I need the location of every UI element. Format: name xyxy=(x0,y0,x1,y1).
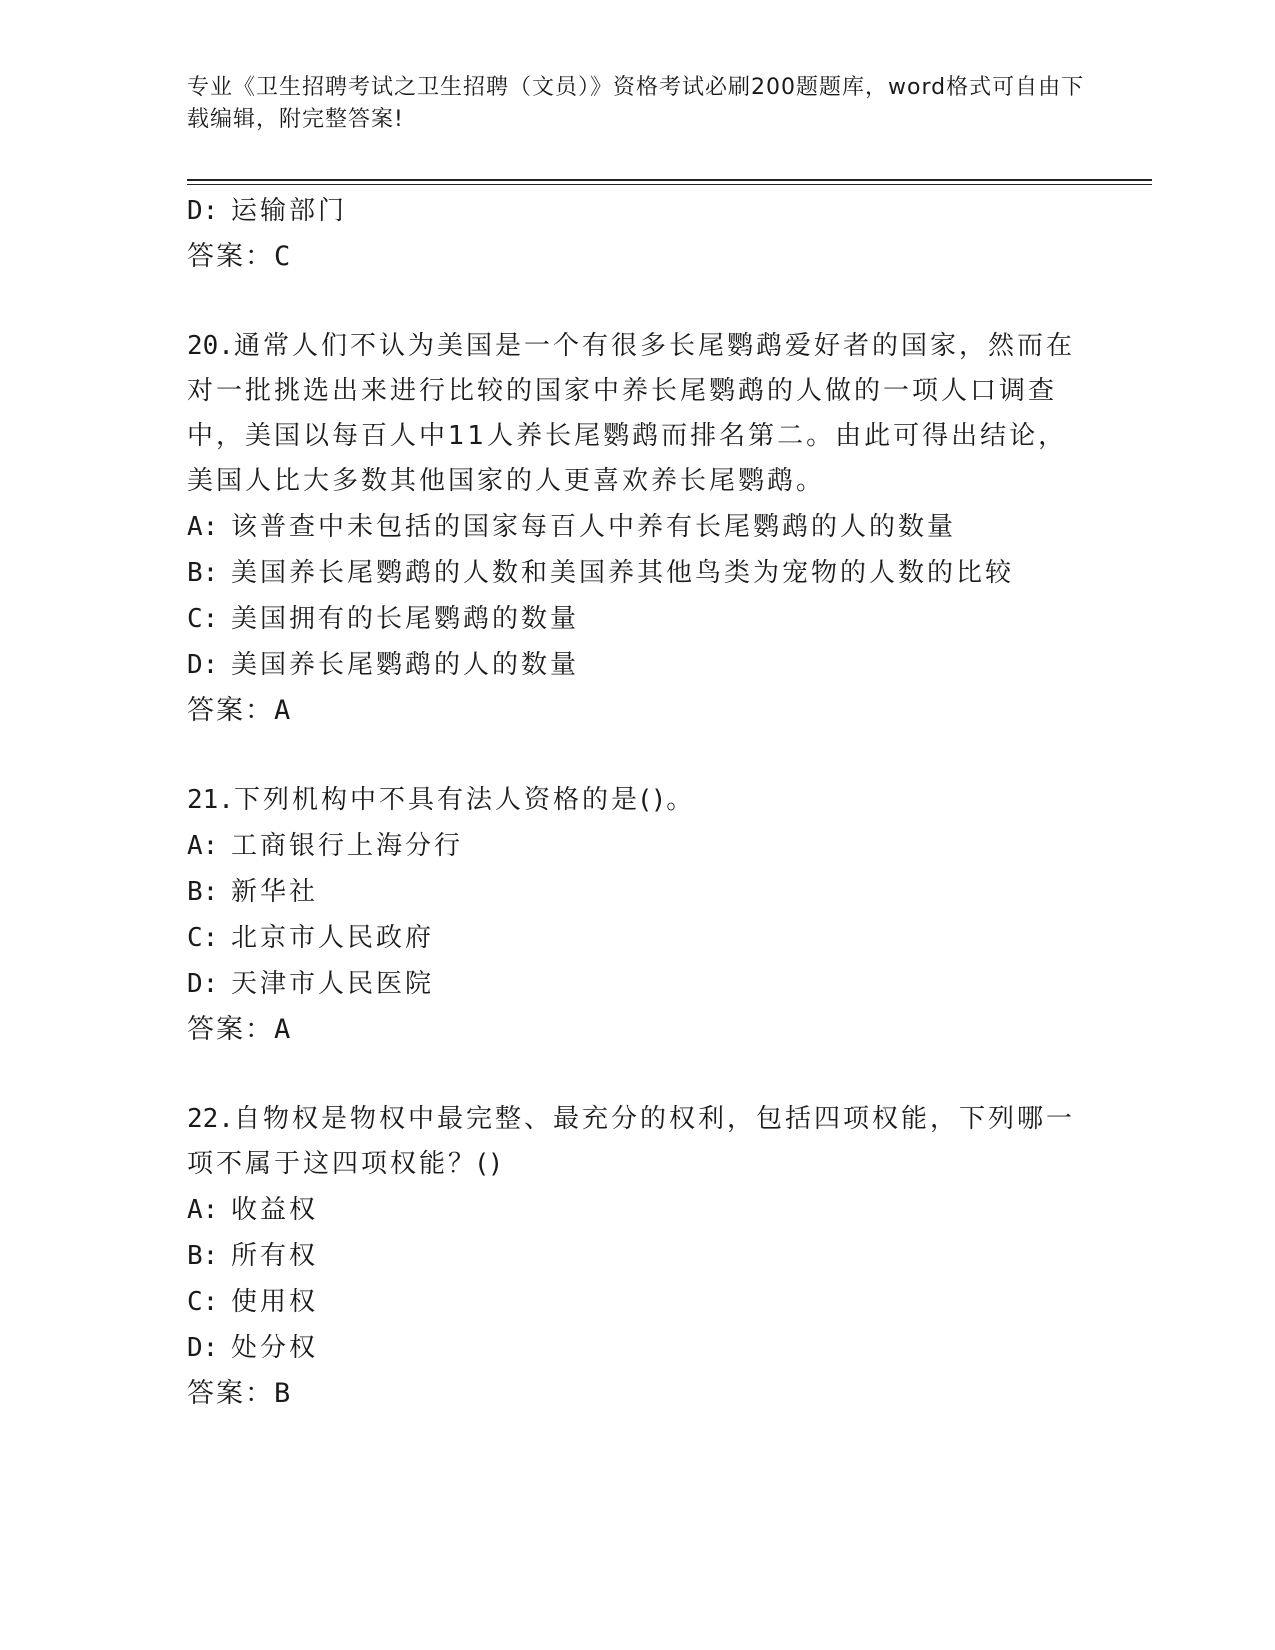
option-text: 使用权 xyxy=(231,1287,319,1317)
option-text: 工商银行上海分行 xyxy=(231,831,464,861)
answer-value: A xyxy=(274,1014,293,1045)
option-b xyxy=(187,550,1087,596)
option-a xyxy=(187,823,1087,869)
option-c xyxy=(187,596,1087,642)
header-text: 专业《卫生招聘考试之卫生招聘（文员）》资格考试必刷200题题库，word格式可自由下载编辑，附完整答案! xyxy=(187,75,1085,132)
option-d xyxy=(187,1325,1087,1371)
option-d xyxy=(187,961,1087,1007)
option-text: 新华社 xyxy=(231,877,319,907)
option-c xyxy=(187,1279,1087,1325)
option-key: A: xyxy=(187,831,219,861)
option-key: D: xyxy=(187,196,219,226)
option-d xyxy=(187,188,1087,234)
option-key: D: xyxy=(187,969,219,999)
answer-line xyxy=(187,1007,1087,1053)
answer-value: A xyxy=(274,695,293,726)
option-text: 运输部门 xyxy=(231,196,348,226)
option-a xyxy=(187,504,1087,550)
option-text: 天津市人民医院 xyxy=(231,969,435,999)
question-21-text xyxy=(187,778,1087,823)
option-key: D: xyxy=(187,1333,219,1363)
option-text: 所有权 xyxy=(231,1241,319,1271)
header-divider-thick xyxy=(187,179,1152,181)
question-number: 20. xyxy=(187,331,234,361)
question-20-text xyxy=(187,324,1087,504)
question-number: 22. xyxy=(187,1104,234,1134)
option-key: A: xyxy=(187,1195,219,1225)
option-d xyxy=(187,642,1087,688)
option-text: 该普查中未包括的国家每百人中养有长尾鹦鹉的人的数量 xyxy=(231,512,957,542)
page-header xyxy=(187,72,1087,136)
question-22-text xyxy=(187,1097,1087,1187)
answer-line xyxy=(187,234,1087,280)
question-stem: 自物权是物权中最完整、最充分的权利，包括四项权能，下列哪一项不属于这四项权能？() xyxy=(187,1104,1075,1179)
option-text: 处分权 xyxy=(231,1333,319,1363)
option-c xyxy=(187,915,1087,961)
option-text: 美国养长尾鹦鹉的人的数量 xyxy=(231,650,580,680)
option-key: C: xyxy=(187,604,219,634)
option-key: C: xyxy=(187,1287,219,1317)
question-stem: 通常人们不认为美国是一个有很多长尾鹦鹉爱好者的国家，然而在对一批挑选出来进行比较的国家中养长尾鹦鹉的人做的一项人口调查中，美国以每百人中11人养长尾鹦鹉而排名第二。由此可得出结论，美国人比大多数其他国家的人更喜欢养长尾鹦鹉。 xyxy=(187,331,1075,496)
option-key: B: xyxy=(187,558,219,588)
answer-label: 答案： xyxy=(187,241,274,272)
question-list xyxy=(187,188,1087,1417)
option-text: 收益权 xyxy=(231,1195,319,1225)
answer-value: C xyxy=(274,241,293,272)
answer-label: 答案： xyxy=(187,1014,274,1045)
option-key: A: xyxy=(187,512,219,542)
option-text: 北京市人民政府 xyxy=(231,923,435,953)
answer-line xyxy=(187,688,1087,734)
option-key: B: xyxy=(187,877,219,907)
option-b xyxy=(187,1233,1087,1279)
option-b xyxy=(187,869,1087,915)
question-number: 21. xyxy=(187,785,234,815)
header-divider-thin xyxy=(187,184,1152,185)
answer-label: 答案： xyxy=(187,1378,274,1409)
answer-line xyxy=(187,1371,1087,1417)
question-stem: 下列机构中不具有法人资格的是()。 xyxy=(233,785,696,815)
option-key: D: xyxy=(187,650,219,680)
answer-label: 答案： xyxy=(187,695,274,726)
option-text: 美国养长尾鹦鹉的人数和美国养其他鸟类为宠物的人数的比较 xyxy=(231,558,1015,588)
option-a xyxy=(187,1187,1087,1233)
option-key: C: xyxy=(187,923,219,953)
answer-value: B xyxy=(274,1378,293,1409)
option-text: 美国拥有的长尾鹦鹉的数量 xyxy=(231,604,580,634)
option-key: B: xyxy=(187,1241,219,1271)
